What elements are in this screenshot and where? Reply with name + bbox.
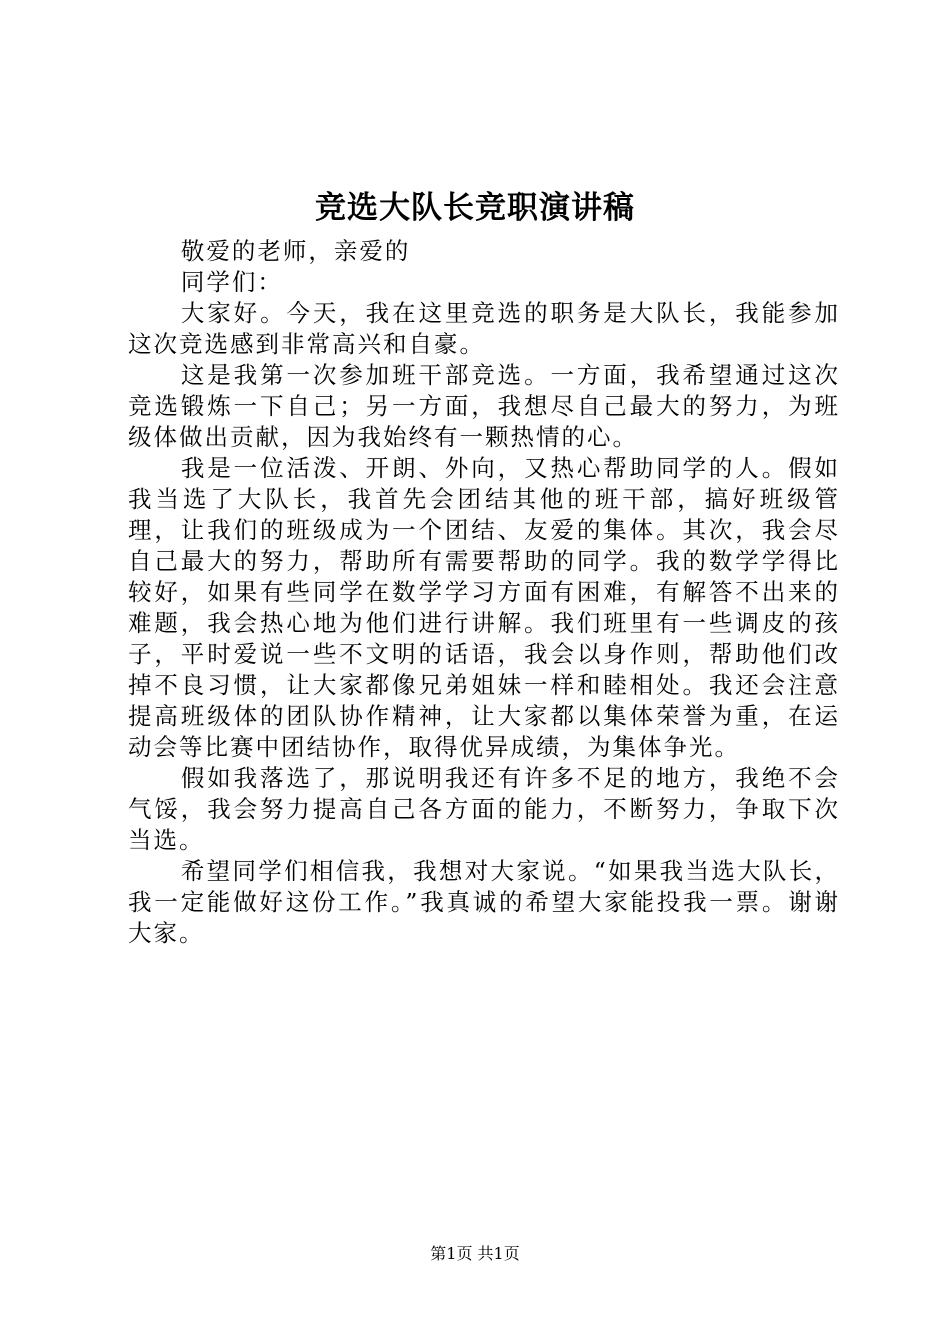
paragraph-salutation-1: 敬爱的老师，亲爱的: [180, 237, 411, 265]
document-body: [128, 236, 840, 949]
paragraph-first-campaign: 这是我第一次参加班干部竞选。一方面，我希望通过这次竞选锻炼一下自己；另一方面，我想尽自己最大的努力，为班级体做出贡献，因为我始终有一颗热情的心。: [128, 361, 840, 451]
paragraph-plans: 我是一位活泼、开朗、外向，又热心帮助同学的人。假如我当选了大队长，我首先会团结其他的班干部，搞好班级管理，让我们的班级成为一个团结、友爱的集体。其次，我会尽自己最大的努力，帮助所有需要帮助的同学。我的数学学得比较好，如果有些同学在数学学习方面有困难，有解答不出来的难题，我会热心地为他们进行讲解。我们班里有一些调皮的孩子，平时爱说一些不文明的话语，我会以身作则，帮助他们改掉不良习惯，让大家都像兄弟姐妹一样和睦相处。我还会注意提高班级体的团队协作精神，让大家都以集体荣誉为重，在运动会等比赛中团结协作，取得优异成绩，为集体争光。: [128, 454, 840, 761]
paragraph-greeting: 大家好。今天，我在这里竞选的职务是大队长，我能参加这次竞选感到非常高兴和自豪。: [128, 299, 840, 358]
paragraph-closing: 希望同学们相信我，我想对大家说。“如果我当选大队长，我一定能做好这份工作。”我真诚的希望大家能投我一票。谢谢大家。: [128, 857, 840, 947]
paragraph-if-lose: 假如我落选了，那说明我还有许多不足的地方，我绝不会气馁，我会努力提高自己各方面的能力，不断努力，争取下次当选。: [128, 764, 840, 854]
page-footer: 第1页 共1页: [430, 1244, 520, 1263]
paragraph-salutation-2: 同学们：: [180, 268, 283, 296]
document-title: 竞选大队长竞职演讲稿: [315, 190, 635, 226]
